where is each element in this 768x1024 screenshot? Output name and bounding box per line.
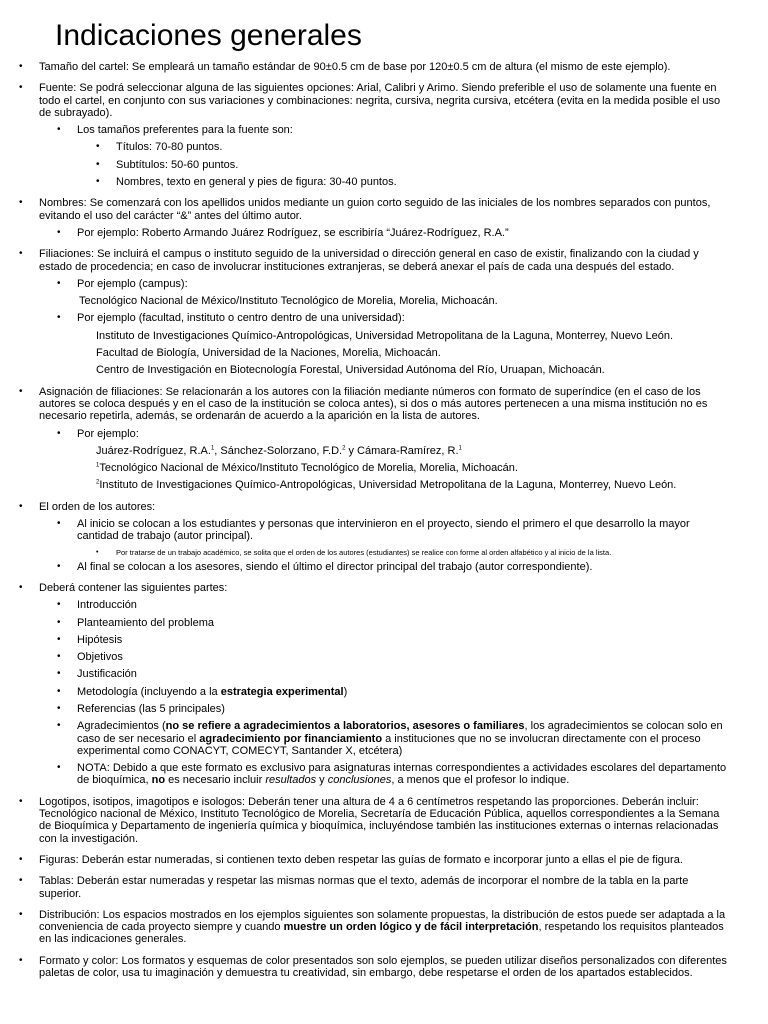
bullet-icon: •	[57, 685, 61, 697]
filiaciones-ej1-a: Tecnológico Nacional de México/Instituto Tecnológico de Morelia, Morelia, Michoacán.	[79, 295, 498, 308]
list-item-orden-final	[0, 561, 730, 573]
metodologia-pre: Metodología (incluyendo a la	[77, 685, 221, 698]
tablas-text: Tablas: Deberán estar numeradas y respetar las mismas normas que el texto, además de incorporar el nombre de la tabla en la parte superior.	[39, 875, 689, 900]
nota-2: no	[151, 774, 166, 787]
instructions-list	[0, 61, 768, 988]
metodologia-bold: estrategia experimental	[220, 685, 344, 698]
nombres-ejemplo-text: Por ejemplo: Roberto Armando Juárez Rodríguez, se escribiría “Juárez-Rodríguez, R.A.”	[77, 226, 509, 239]
bullet-icon: •	[19, 197, 23, 209]
author-1: Juárez-Rodríguez, R.A.	[96, 444, 211, 457]
agradec-2: no se refiere a agradecimientos a laboratorios, asesores o familiares	[165, 720, 525, 733]
distrib-1: Distribución: Los espacios mostrados en los ejemplos siguientes son solamente propuestas, la distribución de estos puede ser adaptada a la conveniencia de cada proyecto siempre y cuando	[39, 908, 726, 934]
orden-nota-text: Por tratarse de un trabajo académico, se solita que el orden de los autores (estudiantes) se realice con forme al orden alfabético y al inicio de la lista.	[116, 547, 612, 557]
asignacion-inst-2	[0, 479, 730, 491]
bullet-icon: •	[19, 82, 23, 94]
parte-objetivos: Objetivos	[77, 651, 123, 664]
parte-justificacion: Justificación	[77, 668, 137, 681]
list-item-nombres-ejemplo	[0, 227, 730, 239]
fuente-titulos-text: Títulos: 70-80 puntos.	[116, 141, 223, 154]
bullet-icon: •	[19, 908, 23, 920]
asignacion-text: Asignación de filiaciones: Se relacionarán a los autores con la filiación mediante números con formato de superíndice (en el caso de los autores se coloca después y en el caso de la institución se coloca antes), si dos o más autores pertenecen a una misma institución no es necesario repetirla, además, se ordenarán de acuerdo a la aparición en la lista de autores.	[39, 385, 708, 423]
nota-6: conclusiones	[327, 774, 392, 787]
referencias-text: Referencias (las 5 principales)	[77, 702, 225, 715]
asignacion-ej-text: Por ejemplo:	[77, 427, 139, 440]
metodologia-post: )	[343, 685, 348, 698]
bullet-icon: •	[57, 277, 61, 289]
bullet-icon: •	[19, 385, 23, 397]
author-3: Cámara-Ramírez, R.	[357, 444, 459, 457]
asignacion-authors	[0, 445, 730, 457]
bullet-icon: •	[57, 124, 61, 136]
list-item-fuente-subtitulos	[0, 159, 730, 171]
author-2: Sánchez-Solorzano, F.D.	[220, 444, 343, 457]
bullet-icon: •	[57, 616, 61, 628]
inst-2-text: Instituto de Investigaciones Químico-Antropológicas, Universidad Metropolitana de la Laguna, Monterrey, Nuevo León.	[99, 479, 677, 492]
nota-4: resultados	[265, 774, 317, 787]
list-item-filiaciones	[0, 248, 768, 376]
list-item-parte	[0, 668, 730, 680]
list-item-fuente-nombres	[0, 176, 730, 188]
bullet-icon: •	[57, 702, 61, 714]
list-item-partes	[0, 582, 768, 787]
list-item-parte	[0, 599, 730, 611]
fuente-nombres-text: Nombres, texto en general y pies de figura: 30-40 puntos.	[116, 176, 397, 189]
bullet-icon: •	[57, 633, 61, 645]
fuente-tamanos-text: Los tamaños preferentes para la fuente son:	[77, 124, 293, 137]
nota-5: y	[316, 774, 328, 787]
list-item-orden-nota	[0, 548, 730, 558]
bullet-icon: •	[19, 853, 23, 865]
filiaciones-ej2-text: Por ejemplo (facultad, instituto o centro dentro de una universidad):	[77, 312, 405, 325]
orden-final-text: Al final se colocan a los asesores, siendo el último el director principal del trabajo (autor correspondiente).	[77, 560, 593, 573]
filiaciones-ej2-a: Instituto de Investigaciones Químico-Antropológicas, Universidad Metropolitana de la Laguna, Monterrey, Nuevo León.	[96, 329, 674, 342]
list-item-fuente-titulos	[0, 141, 730, 153]
inst-2-sup: 2	[96, 479, 100, 486]
author-sep-1: ,	[214, 444, 221, 457]
fuente-subtitulos-text: Subtítulos: 50-60 puntos.	[116, 158, 239, 171]
figuras-text: Figuras: Deberán estar numeradas, si contienen texto deben respetar las guías de formato e incorporar junto a ellas el pie de figura.	[39, 853, 683, 866]
bullet-icon: •	[19, 795, 23, 807]
agradec-3: , los agradecimientos se colocan solo en caso de ser necesario el	[77, 720, 723, 745]
list-item-asignacion-ej	[0, 428, 730, 440]
bullet-icon: •	[57, 668, 61, 680]
filiaciones-text: Filiaciones: Se incluirá el campus o instituto seguido de la universidad o dirección general en caso de existir, finalizando con la ciudad y estado de procedencia; en caso de involucrar instituciones extranjeras, se deberá anexar el país de cada una después del estado.	[39, 248, 699, 273]
agradec-1: Agradecimientos (	[77, 720, 166, 733]
list-item-parte	[0, 651, 730, 663]
list-item-distribucion	[0, 909, 768, 946]
distrib-3: , respetando los requisitos planteados en las indicaciones generales.	[39, 921, 724, 946]
orden-inicio-text: Al inicio se colocan a los estudiantes y personas que intervinieron en el proyecto, siendo el primero el que desarrollo la mayor cantidad de trabajo (autor principal).	[77, 518, 690, 543]
list-item-nombres	[0, 197, 768, 239]
author-sep-2: y	[345, 444, 358, 457]
list-item-formato	[0, 955, 768, 980]
partes-text: Deberá contener las siguientes partes:	[39, 581, 228, 594]
bullet-icon: •	[57, 651, 61, 663]
fuente-text: Fuente: Se podrá seleccionar alguna de las siguientes opciones: Arial, Calibri y Arimo. Siendo preferible el uso de solamente una fuente en todo el cartel, en conjunto con sus variaciones y combinaciones: negrita, cursiva, negrita cursiva, etcétera (evita en la medida posible el uso de subrayado).	[39, 82, 721, 119]
author-3-sup: 1	[458, 445, 462, 452]
bullet-icon: •	[57, 427, 61, 439]
author-2-sup: 2	[342, 445, 346, 452]
bullet-icon: •	[96, 176, 100, 188]
bullet-icon: •	[19, 61, 23, 72]
bullet-icon: •	[96, 548, 99, 556]
list-item-tablas	[0, 875, 768, 900]
filiaciones-ej1-text: Por ejemplo (campus):	[77, 277, 188, 290]
nota-3: es necesario incluir	[165, 774, 266, 787]
filiaciones-ej2-b: Facultad de Biología, Universidad de la Naciones, Morelia, Michoacán.	[96, 347, 441, 360]
page-title: Indicaciones generales	[55, 19, 362, 52]
bullet-icon: •	[19, 581, 23, 593]
nota-7: , a menos que el profesor lo indique.	[391, 774, 570, 787]
list-item-metodologia	[0, 686, 730, 698]
bullet-icon: •	[96, 141, 100, 153]
bullet-icon: •	[96, 158, 100, 170]
list-item-filiaciones-ej1	[0, 278, 730, 290]
distrib-2: muestre un orden lógico y de fácil interpretación	[283, 921, 539, 934]
list-item-nota	[0, 762, 730, 787]
list-item-parte	[0, 634, 730, 646]
parte-introduccion: Introducción	[77, 599, 137, 612]
tamano-text: Tamaño del cartel: Se empleará un tamaño estándar de 90±0.5 cm de base por 120±0.5 cm de altura (el mismo de este ejemplo).	[39, 61, 671, 73]
formato-text: Formato y color: Los formatos y esquemas de color presentados son solo ejemplos, se pueden utilizar diseños personalizados con diferentes paletas de color, usa tu imaginación y demuestra tu creatividad, sin embargo, debe respetarse el orden de los apartados establecidos.	[39, 954, 727, 980]
bullet-icon: •	[19, 248, 23, 260]
list-item-tamano	[0, 61, 768, 73]
list-item-asignacion	[0, 386, 768, 492]
author-1-sup: 1	[210, 445, 215, 452]
filiaciones-ej2-c: Centro de Investigación en Biotecnología Forestal, Universidad Autónoma del Río, Uruapan, Michoacán.	[96, 364, 605, 377]
bullet-icon: •	[57, 560, 61, 572]
parte-planteamiento: Planteamiento del problema	[77, 616, 214, 629]
bullet-icon: •	[57, 720, 61, 732]
inst-1-text: Tecnológico Nacional de México/Instituto Tecnológico de Morelia, Morelia, Michoacán.	[99, 462, 518, 475]
list-item-fuente	[0, 82, 768, 188]
list-item-referencias	[0, 703, 730, 715]
bullet-icon: •	[57, 518, 61, 530]
list-item-orden	[0, 501, 768, 573]
agradec-5: a instituciones que no se involucran directamente con el proceso experimental como CONACYT, COMECYT, Santander X, etcétera)	[77, 732, 701, 757]
list-item-figuras	[0, 854, 768, 866]
bullet-icon: •	[19, 500, 23, 512]
bullet-icon: •	[57, 312, 61, 324]
orden-text: El orden de los autores:	[39, 500, 156, 513]
list-item-orden-inicio	[0, 518, 730, 543]
bullet-icon: •	[57, 226, 61, 238]
asignacion-inst-1	[0, 462, 730, 474]
nota-1: NOTA: Debido a que este formato es exclusivo para asignaturas internas correspondientes a actividades escolares del departamento de bioquímica,	[77, 762, 727, 787]
list-item-filiaciones-ej2	[0, 312, 730, 324]
list-item-fuente-tamanos	[0, 124, 730, 188]
logotipos-text: Logotipos, isotipos, imagotipos e isologos: Deberán tener una altura de 4 a 6 centímetros respetando las proporciones. Deberán incluir: Tecnológico nacional de México, Instituto Tecnológico de Morelia, Secretaría de Educación Pública, aquellos correspondientes a la Semana de Bioquímica y Departamento de ingeniería química y bioquímica, incluyéndose también las instituciones externas o internas relacionadas con la investigación.	[39, 795, 720, 845]
nombres-text: Nombres: Se comenzará con los apellidos unidos mediante un guion corto seguido de las iniciales de los nombres separados con puntos, evitando el uso del carácter “&” antes del último autor.	[39, 197, 711, 222]
inst-1-sup: 1	[96, 462, 100, 469]
list-item-logotipos	[0, 796, 768, 845]
bullet-icon: •	[19, 954, 23, 966]
parte-hipotesis: Hipótesis	[77, 633, 123, 646]
list-item-parte	[0, 617, 730, 629]
agradec-4: agradecimiento por financiamiento	[199, 732, 383, 745]
list-item-agradecimientos	[0, 720, 730, 757]
bullet-icon: •	[57, 599, 61, 611]
bullet-icon: •	[57, 762, 61, 774]
bullet-icon: •	[19, 875, 23, 887]
